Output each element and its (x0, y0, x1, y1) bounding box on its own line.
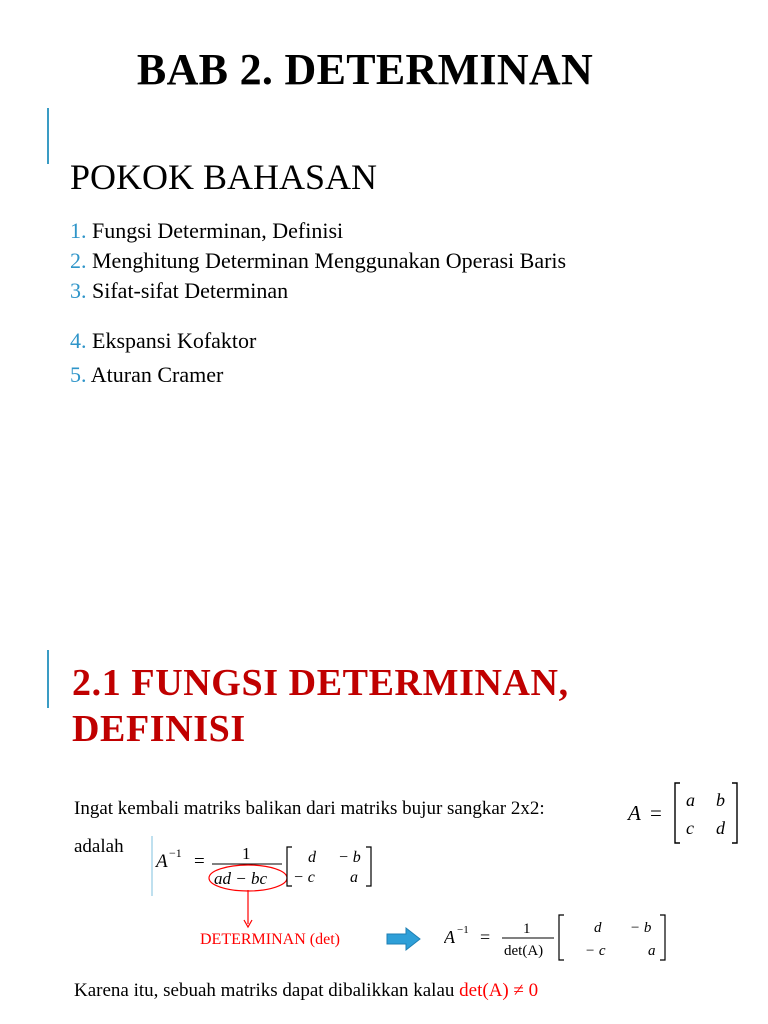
topic-text: Menghitung Determinan Menggunakan Operasi Baris (92, 248, 567, 273)
math-symbol: A (444, 927, 455, 947)
math-symbol: A (156, 851, 168, 872)
slide1-title: BAB 2. DETERMINAN (136, 45, 594, 94)
topic-number: 2. (70, 248, 87, 273)
bracket-left (559, 915, 564, 960)
math-symbol: A (628, 801, 641, 825)
matrix-entry: d (594, 920, 602, 936)
topic-item (70, 247, 566, 275)
intro-text: Ingat kembali matriks balikan dari matriks bujur sangkar 2x2: (74, 798, 545, 819)
topic-item (70, 327, 256, 355)
slide2-title-line: 2.1 FUNGSI DETERMINAN, (72, 662, 569, 704)
matrix-entry: − c (293, 869, 315, 886)
determinant-label: DETERMINAN (det) (200, 931, 340, 948)
accent-bar (47, 108, 49, 164)
adalah-text: adalah (74, 836, 124, 857)
fraction-denominator: ad − bc (214, 869, 268, 888)
topic-number: 3. (70, 278, 87, 303)
inverse-formula (150, 834, 380, 900)
topic-item (70, 361, 223, 389)
matrix-entry: c (686, 818, 694, 838)
topic-text: Sifat-sifat Determinan (92, 278, 289, 303)
right-arrow-icon (386, 926, 422, 952)
conclusion-text (74, 979, 538, 1003)
matrix-entry: a (350, 869, 358, 886)
matrix-entry: b (716, 790, 725, 810)
topic-number: 1. (70, 218, 87, 243)
subheading: POKOK BAHASAN (70, 157, 378, 197)
matrix-entry: a (686, 790, 695, 810)
slide2-title-line: DEFINISI (72, 708, 246, 750)
pointer-arrow (240, 890, 256, 932)
bracket-right (660, 915, 665, 960)
matrix-entry: a (648, 943, 656, 959)
fraction-numerator: 1 (523, 921, 531, 937)
topic-number: 4. (70, 328, 87, 353)
math-superscript: −1 (457, 924, 469, 936)
topic-text: Ekspansi Kofaktor (92, 328, 257, 353)
math-superscript: −1 (169, 846, 182, 860)
topic-number: 5. (70, 362, 87, 387)
slide2-title (72, 660, 569, 752)
matrix-entry: − c (585, 943, 606, 959)
matrix-entry: d (716, 818, 725, 838)
bracket-right (732, 783, 737, 843)
fraction-denominator: det(A) (504, 943, 544, 959)
bracket-right (366, 847, 371, 886)
topic-text: Aturan Cramer (90, 362, 224, 387)
conclusion-prefix: Karena itu, sebuah matriks dapat dibalikkan kalau (74, 980, 455, 1001)
topic-text: Fungsi Determinan, Definisi (92, 218, 344, 243)
bracket-left (287, 847, 292, 886)
invertibility-condition: det(A) ≠ 0 (459, 980, 539, 1001)
matrix-entry: − b (338, 849, 361, 866)
matrix-A-equation (626, 780, 746, 846)
math-symbol: = (650, 801, 662, 825)
math-symbol: = (480, 927, 491, 947)
math-symbol: = (194, 851, 205, 872)
accent-bar (47, 650, 49, 708)
matrix-entry: d (308, 849, 316, 866)
topic-item (70, 277, 288, 305)
inverse-det-formula (444, 910, 674, 966)
topic-item (70, 217, 343, 245)
matrix-entry: − b (630, 920, 652, 936)
bracket-left (675, 783, 680, 843)
arrow-shape (387, 928, 420, 950)
fraction-numerator: 1 (242, 844, 251, 863)
